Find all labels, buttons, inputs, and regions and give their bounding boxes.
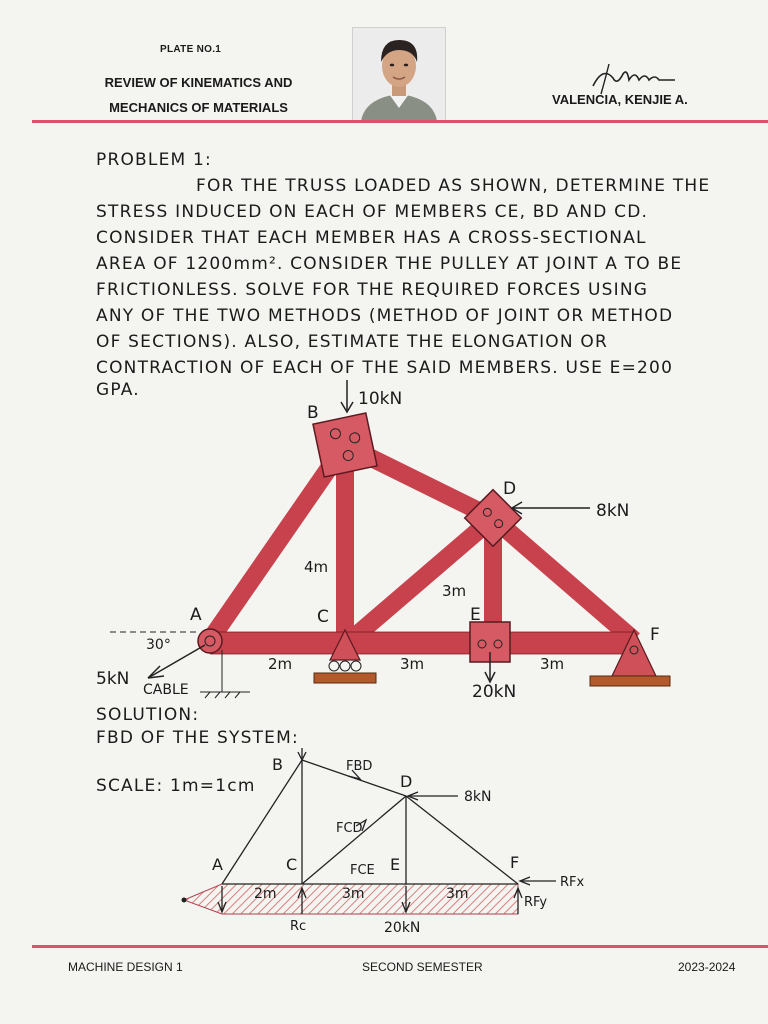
- truss-label-a: A: [190, 605, 202, 625]
- footer-course: MACHINE DESIGN 1: [68, 960, 183, 974]
- truss-dim-bc: 4m: [304, 558, 329, 576]
- fbd-label-d: D: [400, 772, 413, 791]
- fbd-rfy: RFy: [524, 895, 548, 910]
- author-name: VALENCIA, KENJIE A.: [552, 92, 688, 107]
- truss-label-f: F: [650, 625, 660, 645]
- scale-label: SCALE: 1m=1cm: [96, 776, 256, 796]
- problem-line: AREA OF 1200mm². CONSIDER THE PULLEY AT JOINT A TO BE: [96, 254, 683, 274]
- fbd-label: FBD OF THE SYSTEM:: [96, 728, 299, 748]
- fbd-load-d: 8kN: [464, 789, 492, 805]
- truss-dim-ef: 3m: [540, 655, 565, 673]
- truss-dim-ac: 2m: [268, 655, 293, 673]
- fbd-member-df: [406, 796, 518, 884]
- plate-title-line2: MECHANICS OF MATERIALS: [109, 100, 288, 115]
- truss-load-b: 10kN: [358, 389, 403, 409]
- problem-line: FOR THE TRUSS LOADED AS SHOWN, DETERMINE THE: [196, 176, 711, 196]
- problem-line: OF SECTIONS). ALSO, ESTIMATE THE ELONGATION OR: [96, 332, 609, 352]
- truss-label-d: D: [503, 479, 517, 499]
- fbd-label-e: E: [390, 855, 401, 874]
- problem-line: ANY OF THE TWO METHODS (METHOD OF JOINT OR METHOD: [96, 306, 674, 326]
- truss-load-e: 20kN: [472, 682, 517, 702]
- fbd-dim-ac: 2m: [254, 886, 277, 902]
- truss-cable-load: 5kN: [96, 669, 130, 689]
- problem-line: STRESS INDUCED ON EACH OF MEMBERS CE, BD AND CD.: [96, 202, 649, 222]
- solution-label: SOLUTION:: [96, 705, 200, 725]
- truss-dim-ce: 3m: [400, 655, 425, 673]
- fbd-dim-ce: 3m: [342, 886, 365, 902]
- fbd-rc: Rc: [290, 919, 307, 934]
- truss-cable-label: CABLE: [143, 682, 189, 698]
- truss-label-e: E: [470, 605, 481, 625]
- fbd-label-c: C: [286, 855, 298, 874]
- fbd-load-e: 20kN: [384, 920, 421, 936]
- problem-label: PROBLEM 1:: [96, 150, 212, 170]
- fbd-label-f: F: [510, 853, 520, 872]
- footer-divider: [32, 945, 768, 948]
- fbd-label-a: A: [212, 855, 223, 874]
- fbd-force-ce: FCE: [350, 863, 375, 878]
- problem-line: FRICTIONLESS. SOLVE FOR THE REQUIRED FORCES USING: [96, 280, 649, 300]
- truss-angle: 30°: [146, 637, 171, 653]
- fbd-force-bd: FBD: [346, 759, 373, 774]
- truss-load-d: 8kN: [596, 501, 630, 521]
- fbd-rfx: RFx: [560, 875, 585, 890]
- problem-line: GPA.: [96, 380, 140, 400]
- fbd-force-cd: FCD: [336, 821, 363, 836]
- footer-semester: SECOND SEMESTER: [362, 960, 483, 974]
- footer-year: 2023-2024: [678, 960, 736, 974]
- truss-label-b: B: [307, 403, 319, 423]
- fbd-dim-ef: 3m: [446, 886, 469, 902]
- problem-line: CONSIDER THAT EACH MEMBER HAS A CROSS-SECTIONAL: [96, 228, 647, 248]
- problem-line: CONTRACTION OF EACH OF THE SAID MEMBERS. USE E=200: [96, 358, 674, 378]
- truss-dim-de: 3m: [442, 582, 467, 600]
- truss-label-c: C: [317, 607, 329, 627]
- plate-number: PLATE NO.1: [160, 44, 222, 55]
- plate-title-line1: REVIEW OF KINEMATICS AND: [104, 75, 293, 90]
- fbd-label-b: B: [272, 755, 283, 774]
